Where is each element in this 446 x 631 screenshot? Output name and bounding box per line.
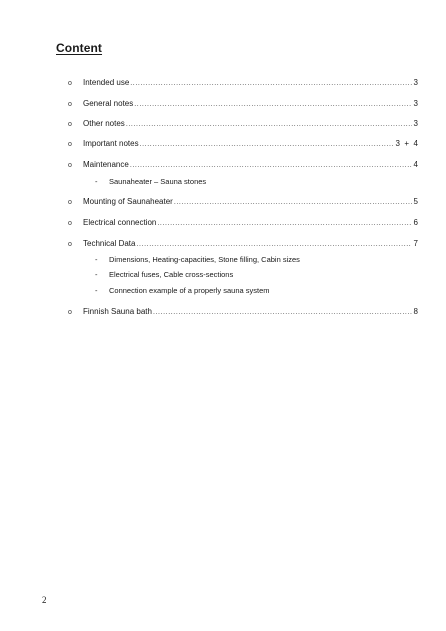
bullet-icon: o [68, 199, 72, 206]
dash-bullet: - [95, 286, 98, 295]
toc-entry-technical-data [68, 238, 418, 250]
toc-entry-important-notes [68, 138, 418, 150]
toc-subitem-sauna-stones [95, 176, 206, 188]
dot-leader [174, 197, 412, 209]
bullet-icon: o [68, 141, 72, 148]
bullet-icon: o [68, 101, 72, 108]
dash-bullet: - [95, 270, 98, 279]
toc-entry-page: 3 [413, 78, 418, 87]
toc-subitem-label: Connection example of a properly sauna system [109, 286, 270, 295]
bullet-icon: o [68, 309, 72, 316]
toc-subitem-electrical-fuses [95, 269, 233, 281]
dot-leader [130, 160, 412, 172]
toc-subitem-label: Dimensions, Heating-capacities, Stone filling, Cabin sizes [109, 255, 300, 264]
bullet-icon: o [68, 162, 72, 169]
toc-entry-page: 4 [413, 160, 418, 169]
toc-entry-page: 6 [413, 218, 418, 227]
toc-entry-page: 5 [413, 197, 418, 206]
toc-entry-mounting [68, 196, 418, 208]
toc-entry-label: Finnish Sauna bath [83, 307, 152, 316]
toc-entry-label: Electrical connection [83, 218, 157, 227]
toc-subitem-connection-example [95, 285, 270, 297]
toc-entry-label: Mounting of Saunaheater [83, 197, 173, 206]
toc-entry-page: 3 [413, 99, 418, 108]
dot-leader [153, 307, 412, 319]
toc-entry-general-notes [68, 98, 418, 110]
toc-entry-label: Important notes [83, 139, 139, 148]
toc-subitem-label: Electrical fuses, Cable cross-sections [109, 270, 234, 279]
dash-bullet: - [95, 255, 98, 264]
dash-bullet: - [95, 177, 98, 186]
dot-leader [126, 119, 412, 131]
page-title: Content [56, 41, 103, 55]
dot-leader [157, 218, 411, 230]
toc-subitem-dimensions [95, 254, 300, 266]
bullet-icon: o [68, 80, 72, 87]
dot-leader [140, 139, 394, 151]
dot-leader [136, 239, 411, 251]
toc-entry-electrical-connection [68, 217, 418, 229]
toc-entry-maintenance [68, 159, 418, 171]
toc-entry-label: Maintenance [83, 160, 129, 169]
toc-entry-label: Technical Data [83, 239, 136, 248]
dot-leader [130, 78, 411, 90]
toc-entry-page: 3 [413, 119, 418, 128]
dot-leader [134, 99, 411, 111]
toc-entry-finnish-sauna-bath [68, 306, 418, 318]
toc-entry-page: 7 [413, 239, 418, 248]
toc-entry-label: General notes [83, 99, 134, 108]
toc-entry-other-notes [68, 118, 418, 130]
toc-entry-intended-use [68, 77, 418, 89]
toc-entry-page: 8 [413, 307, 418, 316]
bullet-icon: o [68, 241, 72, 248]
page-number: 2 [42, 595, 47, 605]
toc-subitem-label: Saunaheater – Sauna stones [109, 177, 207, 186]
bullet-icon: o [68, 121, 72, 128]
bullet-icon: o [68, 220, 72, 227]
toc-entry-label: Other notes [83, 119, 125, 128]
toc-entry-label: Intended use [83, 78, 130, 87]
toc-entry-page: 3 + 4 [395, 139, 418, 148]
